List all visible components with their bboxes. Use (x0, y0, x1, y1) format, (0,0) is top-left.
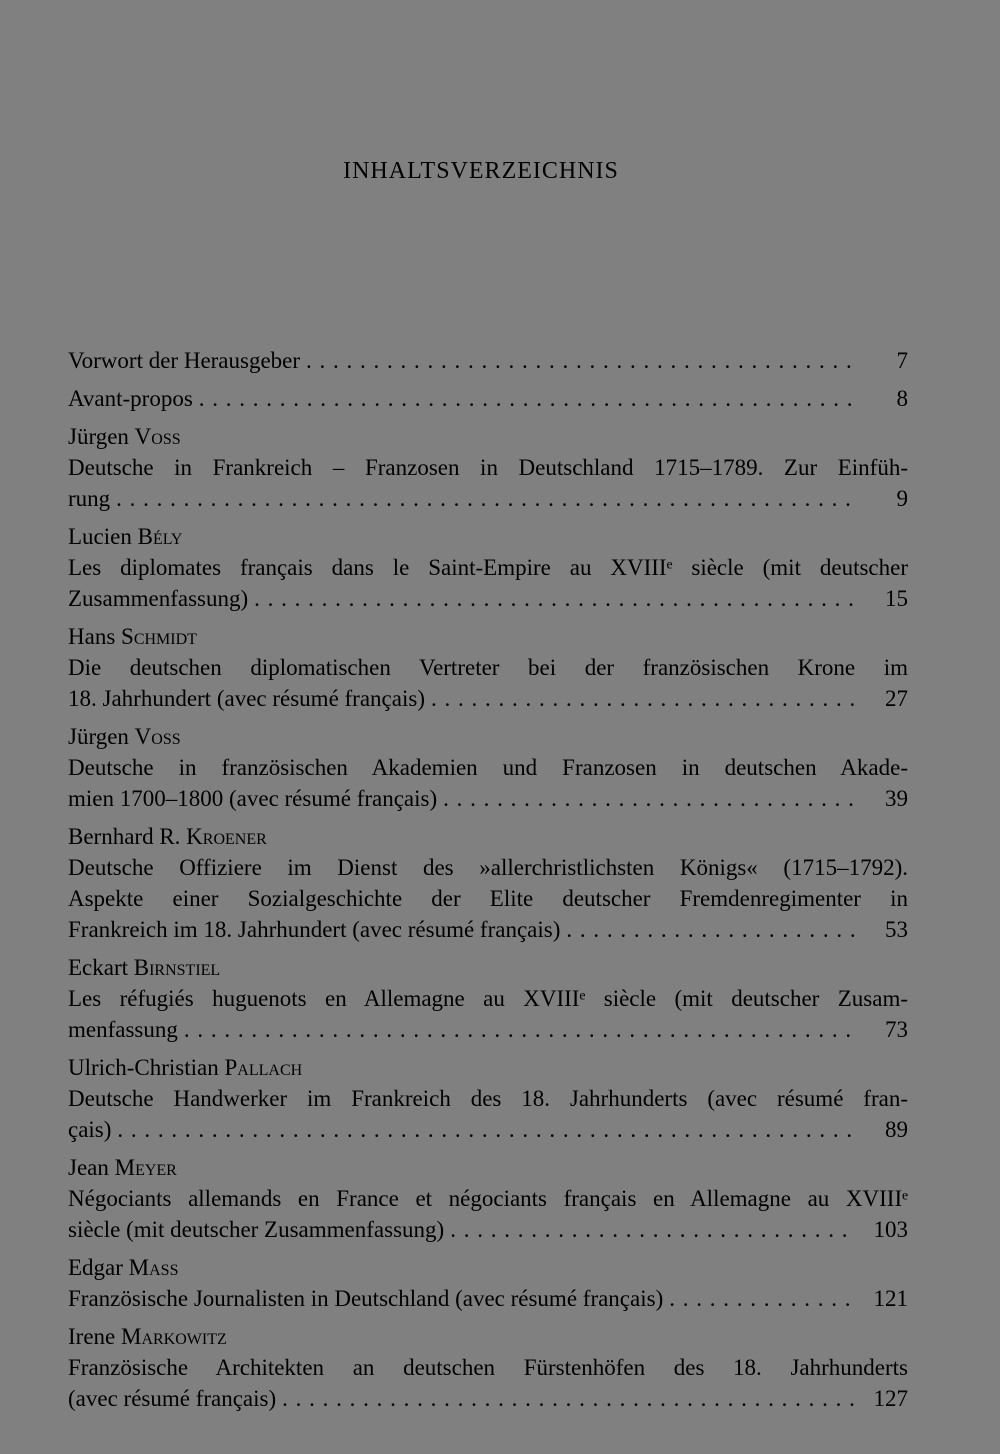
entry-title-last-line (68, 683, 908, 714)
dot-leader (431, 683, 856, 714)
entry-title-text: çais) (68, 1117, 112, 1142)
entry-author (68, 621, 908, 652)
entry-title-line: Négociants allemands en France et négociants français en Allemagne au XVIIIᵉ (68, 1186, 908, 1211)
author-first-name: Eckart (68, 955, 129, 980)
author-first-name: Jürgen (68, 424, 129, 449)
page-number: 9 (896, 486, 908, 511)
author-first-name: Lucien (68, 524, 132, 549)
toc-entry[interactable] (68, 421, 908, 514)
author-last-name: Mass (128, 1255, 179, 1280)
toc-entry[interactable] (68, 1152, 908, 1245)
entry-title-text: 18. Jahrhundert (avec résumé français) (68, 686, 425, 711)
entry-title-last-line (68, 783, 908, 814)
toc-entry[interactable] (68, 621, 908, 714)
entry-title-text: rung (68, 486, 111, 511)
author-last-name: Schmidt (121, 624, 197, 649)
dot-leader (566, 914, 856, 945)
entry-author (68, 521, 908, 552)
author-last-name: Pallach (224, 1055, 303, 1080)
entry-author (68, 721, 908, 752)
entry-author (68, 1152, 908, 1183)
entry-author (68, 821, 908, 852)
entry-title-text: siècle (mit deutscher Zusammenfassung) (68, 1217, 445, 1242)
entry-title-text: mien 1700–1800 (avec résumé français) (68, 786, 438, 811)
author-first-name: Bernhard R. (68, 824, 181, 849)
page-title: INHALTSVERZEICHNIS (343, 158, 619, 184)
entry-title-line: Aspekte einer Sozialgeschichte der Elite deutscher Fremdenregimenter in (68, 886, 908, 911)
entry-title-text: menfassung (68, 1017, 178, 1042)
author-first-name: Jürgen (68, 724, 129, 749)
dot-leader (450, 1214, 856, 1245)
entry-title-text: Vorwort der Herausgeber (68, 348, 301, 373)
entry-title-line: Les réfugiés huguenots en Allemagne au XVIIIᵉ siècle (mit deutscher Zusam- (68, 986, 908, 1011)
entry-title-last-line (68, 1214, 908, 1245)
entry-title-last-line (68, 483, 908, 514)
dot-leader (199, 383, 856, 414)
toc-entry[interactable] (68, 521, 908, 614)
entry-title-last-line (68, 345, 908, 376)
author-first-name: Hans (68, 624, 116, 649)
entry-author (68, 1052, 908, 1083)
toc-entry[interactable] (68, 1052, 908, 1145)
toc-entry[interactable] (68, 383, 908, 414)
dot-leader (184, 1014, 856, 1045)
author-first-name: Ulrich-Christian (68, 1055, 219, 1080)
entry-title-text: Zusammenfassung) (68, 586, 249, 611)
page-number: 89 (885, 1117, 908, 1142)
page-number: 39 (885, 786, 908, 811)
author-first-name: Irene (68, 1324, 116, 1349)
entry-title-line: Deutsche in Frankreich – Franzosen in Deutschland 1715–1789. Zur Einfüh- (68, 455, 908, 480)
entry-title-line: Die deutschen diplomatischen Vertreter bei der französischen Krone im (68, 655, 908, 680)
toc-entry[interactable] (68, 821, 908, 945)
entry-title-last-line (68, 1383, 908, 1414)
dot-leader (669, 1283, 856, 1314)
dot-leader (443, 783, 856, 814)
page-number: 8 (896, 386, 908, 411)
dot-leader (117, 1114, 856, 1145)
author-last-name: Voss (134, 724, 181, 749)
entry-title-line: Deutsche in französischen Akademien und Franzosen in deutschen Akade- (68, 755, 908, 780)
entry-title-last-line (68, 914, 908, 945)
page-number: 121 (873, 1286, 908, 1311)
entry-title-last-line (68, 1114, 908, 1145)
entry-title-text: Französische Journalisten in Deutschland (avec résumé français) (68, 1286, 664, 1311)
entry-title-text: Frankreich im 18. Jahrhundert (avec résumé français) (68, 917, 561, 942)
toc-entry[interactable] (68, 952, 908, 1045)
entry-title-last-line (68, 1014, 908, 1045)
toc-entry[interactable] (68, 721, 908, 814)
page-number: 73 (885, 1017, 908, 1042)
toc-entry[interactable] (68, 1252, 908, 1314)
author-first-name: Jean (68, 1155, 109, 1180)
entry-title-text: (avec résumé français) (68, 1386, 277, 1411)
author-last-name: Meyer (114, 1155, 177, 1180)
page-number: 103 (873, 1217, 908, 1242)
dot-leader (282, 1383, 856, 1414)
dot-leader (254, 583, 856, 614)
author-last-name: Markowitz (121, 1324, 227, 1349)
page-number: 7 (896, 348, 908, 373)
dot-leader (116, 483, 856, 514)
entry-author (68, 1321, 908, 1352)
toc-entry[interactable] (68, 1321, 908, 1414)
author-last-name: Bély (137, 524, 183, 549)
entry-title-last-line (68, 583, 908, 614)
entry-title-line: Les diplomates français dans le Saint-Empire au XVIIIᵉ siècle (mit deutscher (68, 555, 908, 580)
entry-title-line: Französische Architekten an deutschen Fürstenhöfen des 18. Jahrhunderts (68, 1355, 908, 1380)
toc-entry[interactable] (68, 345, 908, 376)
page-number: 53 (885, 917, 908, 942)
author-last-name: Kroener (186, 824, 267, 849)
entry-title-last-line (68, 1283, 908, 1314)
dot-leader (306, 345, 856, 376)
author-last-name: Voss (134, 424, 181, 449)
entry-title-line: Deutsche Handwerker im Frankreich des 18. Jahrhunderts (avec résumé fran- (68, 1086, 908, 1111)
entry-author (68, 952, 908, 983)
entry-author (68, 421, 908, 452)
table-of-contents (68, 345, 908, 1421)
entry-title-line: Deutsche Offiziere im Dienst des »allerchristlichsten Königs« (1715–1792). (68, 855, 908, 880)
author-first-name: Edgar (68, 1255, 123, 1280)
page-number: 15 (885, 586, 908, 611)
entry-author (68, 1252, 908, 1283)
page-number: 27 (885, 686, 908, 711)
author-last-name: Birnstiel (133, 955, 221, 980)
page-number: 127 (873, 1386, 908, 1411)
entry-title-last-line (68, 383, 908, 414)
entry-title-text: Avant-propos (68, 386, 193, 411)
